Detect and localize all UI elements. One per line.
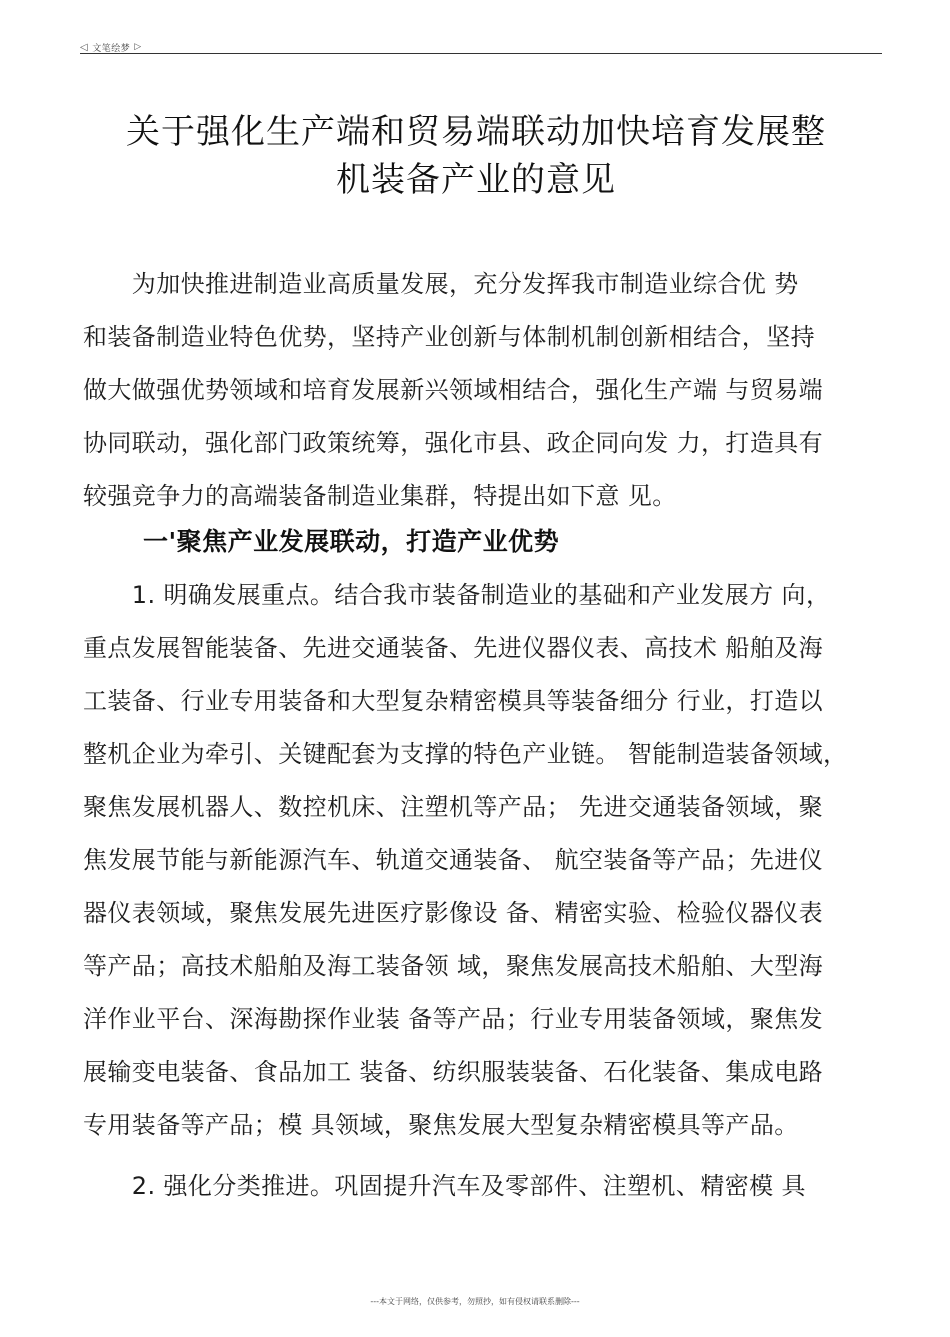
paragraph-line: 器仪表领域，聚焦发展先进医疗影像设 备、精密实验、检验仪器仪表 (83, 899, 824, 927)
paragraph-line: 较强竞争力的高端装备制造业集群，特提出如下意 见。 (83, 482, 677, 510)
paragraph-line: 等产品；高技术船舶及海工装备领 域，聚焦发展高技术船舶、大型海 (83, 952, 824, 980)
document-title (60, 108, 892, 204)
left-triangle-icon: ◁ (80, 41, 89, 53)
item-1-paragraph (83, 569, 883, 1152)
paragraph-line: 焦发展节能与新能源汽车、轨道交通装备、 航空装备等产品；先进仪 (83, 846, 824, 874)
paragraph-line: 聚焦发展机器人、数控机床、注塑机等产品； 先进交通装备领域，聚 (83, 793, 824, 821)
intro-paragraph (83, 258, 883, 523)
paragraph-line: 展输变电装备、食品加工 装备、纺织服装装备、石化装备、集成电路 (83, 1058, 824, 1086)
paragraph-line: 和装备制造业特色优势，坚持产业创新与体制机制创新相结合，坚持 (83, 323, 815, 351)
header-text: 文笔绘梦 (92, 43, 131, 54)
page-footer: ---本文于网络，仅供参考，勿照抄，如有侵权请联系删除--- (370, 1297, 580, 1306)
right-triangle-icon: ▷ (134, 42, 142, 52)
paragraph-line: 整机企业为牵引、关键配套为支撑的特色产业链。 智能制造装备领域， (83, 740, 848, 768)
title-line-1: 关于强化生产端和贸易端联动加快培育发展整 (126, 112, 826, 152)
paragraph-line: 洋作业平台、深海勘探作业装 备等产品；行业专用装备领域，聚焦发 (83, 1005, 824, 1033)
paragraph-line: 1. 明确发展重点。结合我市装备制造业的基础和产业发展方 向， (83, 581, 831, 609)
paragraph-line: 2. 强化分类推进。巩固提升汽车及零部件、注塑机、精密模 具 (83, 1172, 806, 1200)
paragraph-line: 专用装备等产品；模 具领域，聚焦发展大型复杂精密模具等产品。 (83, 1111, 799, 1139)
paragraph-line: 做大做强优势领域和培育发展新兴领域相结合，强化生产端 与贸易端 (83, 376, 824, 404)
section-heading-1: 一'聚焦产业发展联动，打造产业优势 (143, 527, 560, 556)
paragraph-line: 协同联动，强化部门政策统筹，强化市县、政企同向发 力，打造具有 (83, 429, 824, 457)
document-header (80, 40, 142, 54)
header-divider (80, 53, 882, 54)
paragraph-line: 工装备、行业专用装备和大型复杂精密模具等装备细分 行业，打造以 (83, 687, 824, 715)
title-line-2: 机装备产业的意见 (336, 160, 616, 200)
paragraph-line: 重点发展智能装备、先进交通装备、先进仪器仪表、高技术 船舶及海 (83, 634, 824, 662)
item-2-paragraph (83, 1160, 883, 1213)
paragraph-line: 为加快推进制造业高质量发展，充分发挥我市制造业综合优 势 (83, 270, 799, 298)
